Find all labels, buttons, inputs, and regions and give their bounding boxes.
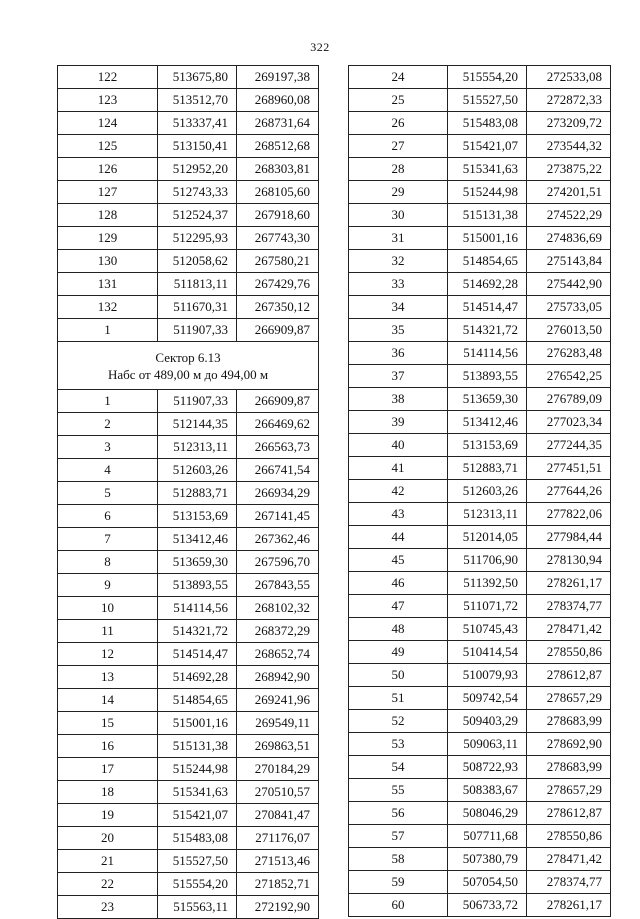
- table-row: [349, 549, 611, 572]
- point-number-cell: 57: [349, 825, 448, 848]
- x-coordinate-cell: 511907,33: [158, 390, 237, 413]
- point-number-cell: 23: [58, 896, 158, 919]
- y-coordinate-cell: 275143,84: [527, 250, 611, 273]
- y-coordinate-cell: 278374,77: [527, 871, 611, 894]
- table-row: [349, 641, 611, 664]
- table-row: [58, 158, 319, 181]
- x-coordinate-cell: 511392,50: [448, 572, 527, 595]
- x-coordinate-cell: 515483,08: [448, 112, 527, 135]
- table-row: [349, 825, 611, 848]
- y-coordinate-cell: 267141,45: [237, 505, 319, 528]
- x-coordinate-cell: 512603,26: [158, 459, 237, 482]
- y-coordinate-cell: 266909,87: [237, 319, 319, 342]
- x-coordinate-cell: 515341,63: [158, 781, 237, 804]
- y-coordinate-cell: 272192,90: [237, 896, 319, 919]
- point-number-cell: 52: [349, 710, 448, 733]
- table-row: [349, 779, 611, 802]
- point-number-cell: 122: [58, 66, 158, 89]
- point-number-cell: 132: [58, 296, 158, 319]
- y-coordinate-cell: 269241,96: [237, 689, 319, 712]
- table-row: [58, 505, 319, 528]
- point-number-cell: 125: [58, 135, 158, 158]
- x-coordinate-cell: 513675,80: [158, 66, 237, 89]
- point-number-cell: 38: [349, 388, 448, 411]
- y-coordinate-cell: 268102,32: [237, 597, 319, 620]
- table-row: [58, 66, 319, 89]
- y-coordinate-cell: 268303,81: [237, 158, 319, 181]
- y-coordinate-cell: 278657,29: [527, 687, 611, 710]
- point-number-cell: 15: [58, 712, 158, 735]
- y-coordinate-cell: 269863,51: [237, 735, 319, 758]
- x-coordinate-cell: 510079,93: [448, 664, 527, 687]
- table-row: [349, 181, 611, 204]
- x-coordinate-cell: 513412,46: [158, 528, 237, 551]
- table-row: [349, 227, 611, 250]
- table-row: [349, 733, 611, 756]
- x-coordinate-cell: 513659,30: [448, 388, 527, 411]
- table-row: [58, 850, 319, 873]
- x-coordinate-cell: 514854,65: [158, 689, 237, 712]
- point-number-cell: 36: [349, 342, 448, 365]
- x-coordinate-cell: 514692,28: [448, 273, 527, 296]
- table-row: [58, 89, 319, 112]
- page-number: 322: [310, 40, 330, 54]
- y-coordinate-cell: 270510,57: [237, 781, 319, 804]
- x-coordinate-cell: 513150,41: [158, 135, 237, 158]
- y-coordinate-cell: 277822,06: [527, 503, 611, 526]
- x-coordinate-cell: 514114,56: [158, 597, 237, 620]
- point-number-cell: 18: [58, 781, 158, 804]
- y-coordinate-cell: 277023,34: [527, 411, 611, 434]
- x-coordinate-cell: 515527,50: [448, 89, 527, 112]
- x-coordinate-cell: 512295,93: [158, 227, 237, 250]
- x-coordinate-cell: 512014,05: [448, 526, 527, 549]
- point-number-cell: 1: [58, 390, 158, 413]
- y-coordinate-cell: 276789,09: [527, 388, 611, 411]
- y-coordinate-cell: 276542,25: [527, 365, 611, 388]
- x-coordinate-cell: 515554,20: [448, 66, 527, 89]
- point-number-cell: 29: [349, 181, 448, 204]
- x-coordinate-cell: 508383,67: [448, 779, 527, 802]
- point-number-cell: 30: [349, 204, 448, 227]
- point-number-cell: 42: [349, 480, 448, 503]
- x-coordinate-cell: 507711,68: [448, 825, 527, 848]
- table-row: [58, 735, 319, 758]
- x-coordinate-cell: 509063,11: [448, 733, 527, 756]
- y-coordinate-cell: 268652,74: [237, 643, 319, 666]
- table-row: [58, 689, 319, 712]
- table-row: [58, 620, 319, 643]
- table-row: [349, 365, 611, 388]
- table-row: [58, 896, 319, 919]
- table-row: [58, 528, 319, 551]
- point-number-cell: 5: [58, 482, 158, 505]
- table-row: [349, 388, 611, 411]
- table-row: [349, 848, 611, 871]
- table-row: [58, 181, 319, 204]
- point-number-cell: 37: [349, 365, 448, 388]
- y-coordinate-cell: 274201,51: [527, 181, 611, 204]
- table-row: [58, 758, 319, 781]
- y-coordinate-cell: 270841,47: [237, 804, 319, 827]
- x-coordinate-cell: 515483,08: [158, 827, 237, 850]
- x-coordinate-cell: 507380,79: [448, 848, 527, 871]
- point-number-cell: 27: [349, 135, 448, 158]
- y-coordinate-cell: 266741,54: [237, 459, 319, 482]
- point-number-cell: 46: [349, 572, 448, 595]
- x-coordinate-cell: 515131,38: [448, 204, 527, 227]
- table-row: [349, 112, 611, 135]
- y-coordinate-cell: 278612,87: [527, 664, 611, 687]
- y-coordinate-cell: 266909,87: [237, 390, 319, 413]
- point-number-cell: 130: [58, 250, 158, 273]
- point-number-cell: 49: [349, 641, 448, 664]
- x-coordinate-cell: 510414,54: [448, 641, 527, 664]
- table-row: [58, 413, 319, 436]
- y-coordinate-cell: 273209,72: [527, 112, 611, 135]
- sector-subtitle: Набс от 489,00 м до 494,00 м: [107, 366, 269, 382]
- point-number-cell: 10: [58, 597, 158, 620]
- y-coordinate-cell: 277451,51: [527, 457, 611, 480]
- y-coordinate-cell: 271852,71: [237, 873, 319, 896]
- point-number-cell: 8: [58, 551, 158, 574]
- point-number-cell: 127: [58, 181, 158, 204]
- x-coordinate-cell: 512058,62: [158, 250, 237, 273]
- y-coordinate-cell: 272872,33: [527, 89, 611, 112]
- point-number-cell: 1: [58, 319, 158, 342]
- point-number-cell: 20: [58, 827, 158, 850]
- table-row: [349, 503, 611, 526]
- x-coordinate-cell: 511670,31: [158, 296, 237, 319]
- table-row: [58, 296, 319, 319]
- y-coordinate-cell: 269197,38: [237, 66, 319, 89]
- table-row: [349, 526, 611, 549]
- table-row: [58, 482, 319, 505]
- sector-header-row: [58, 342, 319, 390]
- x-coordinate-cell: 515244,98: [448, 181, 527, 204]
- y-coordinate-cell: 274522,29: [527, 204, 611, 227]
- point-number-cell: 47: [349, 595, 448, 618]
- y-coordinate-cell: 268731,64: [237, 112, 319, 135]
- point-number-cell: 32: [349, 250, 448, 273]
- table-row: [349, 871, 611, 894]
- y-coordinate-cell: 267362,46: [237, 528, 319, 551]
- x-coordinate-cell: 513893,55: [158, 574, 237, 597]
- sector-header-cell: [58, 342, 319, 390]
- table-row: [58, 135, 319, 158]
- point-number-cell: 56: [349, 802, 448, 825]
- table-row: [349, 595, 611, 618]
- point-number-cell: 58: [349, 848, 448, 871]
- point-number-cell: 12: [58, 643, 158, 666]
- y-coordinate-cell: 278471,42: [527, 848, 611, 871]
- point-number-cell: 26: [349, 112, 448, 135]
- x-coordinate-cell: 508046,29: [448, 802, 527, 825]
- y-coordinate-cell: 278683,99: [527, 710, 611, 733]
- table-row: [58, 781, 319, 804]
- y-coordinate-cell: 277644,26: [527, 480, 611, 503]
- y-coordinate-cell: 266934,29: [237, 482, 319, 505]
- table-row: [349, 710, 611, 733]
- table-row: [349, 411, 611, 434]
- x-coordinate-cell: 515341,63: [448, 158, 527, 181]
- table-row: [349, 457, 611, 480]
- y-coordinate-cell: 270184,29: [237, 758, 319, 781]
- table-row: [349, 434, 611, 457]
- y-coordinate-cell: 276013,50: [527, 319, 611, 342]
- table-row: [349, 319, 611, 342]
- point-number-cell: 60: [349, 894, 448, 917]
- x-coordinate-cell: 514321,72: [448, 319, 527, 342]
- y-coordinate-cell: 266563,73: [237, 436, 319, 459]
- x-coordinate-cell: 513153,69: [158, 505, 237, 528]
- x-coordinate-cell: 513893,55: [448, 365, 527, 388]
- table-row: [58, 804, 319, 827]
- point-number-cell: 28: [349, 158, 448, 181]
- y-coordinate-cell: 277984,44: [527, 526, 611, 549]
- x-coordinate-cell: 510745,43: [448, 618, 527, 641]
- point-number-cell: 123: [58, 89, 158, 112]
- y-coordinate-cell: 267743,30: [237, 227, 319, 250]
- table-row: [58, 666, 319, 689]
- point-number-cell: 34: [349, 296, 448, 319]
- point-number-cell: 54: [349, 756, 448, 779]
- table-row: [349, 756, 611, 779]
- point-number-cell: 128: [58, 204, 158, 227]
- x-coordinate-cell: 512743,33: [158, 181, 237, 204]
- y-coordinate-cell: 278374,77: [527, 595, 611, 618]
- x-coordinate-cell: 512524,37: [158, 204, 237, 227]
- point-number-cell: 35: [349, 319, 448, 342]
- x-coordinate-cell: 512313,11: [158, 436, 237, 459]
- x-coordinate-cell: 515001,16: [448, 227, 527, 250]
- table-row: [349, 664, 611, 687]
- point-number-cell: 40: [349, 434, 448, 457]
- table-row: [349, 250, 611, 273]
- point-number-cell: 43: [349, 503, 448, 526]
- x-coordinate-cell: 509742,54: [448, 687, 527, 710]
- coordinates-table-left: [57, 65, 319, 919]
- table-row: [58, 319, 319, 342]
- x-coordinate-cell: 515421,07: [448, 135, 527, 158]
- y-coordinate-cell: 278130,94: [527, 549, 611, 572]
- table-row: [349, 572, 611, 595]
- y-coordinate-cell: 276283,48: [527, 342, 611, 365]
- point-number-cell: 7: [58, 528, 158, 551]
- x-coordinate-cell: 512313,11: [448, 503, 527, 526]
- y-coordinate-cell: 278550,86: [527, 641, 611, 664]
- point-number-cell: 45: [349, 549, 448, 572]
- point-number-cell: 53: [349, 733, 448, 756]
- point-number-cell: 50: [349, 664, 448, 687]
- point-number-cell: 21: [58, 850, 158, 873]
- y-coordinate-cell: 278692,90: [527, 733, 611, 756]
- table-row: [349, 802, 611, 825]
- point-number-cell: 124: [58, 112, 158, 135]
- table-row: [349, 618, 611, 641]
- x-coordinate-cell: 513337,41: [158, 112, 237, 135]
- x-coordinate-cell: 513412,46: [448, 411, 527, 434]
- x-coordinate-cell: 512883,71: [448, 457, 527, 480]
- y-coordinate-cell: 278683,99: [527, 756, 611, 779]
- table-row: [349, 894, 611, 917]
- point-number-cell: 44: [349, 526, 448, 549]
- point-number-cell: 17: [58, 758, 158, 781]
- y-coordinate-cell: 278261,17: [527, 572, 611, 595]
- table-row: [58, 273, 319, 296]
- table-row: [349, 342, 611, 365]
- table-row: [349, 135, 611, 158]
- x-coordinate-cell: 511706,90: [448, 549, 527, 572]
- x-coordinate-cell: 506733,72: [448, 894, 527, 917]
- y-coordinate-cell: 268960,08: [237, 89, 319, 112]
- y-coordinate-cell: 267350,12: [237, 296, 319, 319]
- table-row: [58, 436, 319, 459]
- y-coordinate-cell: 274836,69: [527, 227, 611, 250]
- x-coordinate-cell: 511907,33: [158, 319, 237, 342]
- point-number-cell: 16: [58, 735, 158, 758]
- point-number-cell: 13: [58, 666, 158, 689]
- point-number-cell: 9: [58, 574, 158, 597]
- x-coordinate-cell: 511813,11: [158, 273, 237, 296]
- x-coordinate-cell: 512144,35: [158, 413, 237, 436]
- table-row: [58, 873, 319, 896]
- y-coordinate-cell: 268512,68: [237, 135, 319, 158]
- point-number-cell: 41: [349, 457, 448, 480]
- point-number-cell: 126: [58, 158, 158, 181]
- table-row: [58, 204, 319, 227]
- x-coordinate-cell: 515244,98: [158, 758, 237, 781]
- x-coordinate-cell: 513659,30: [158, 551, 237, 574]
- y-coordinate-cell: 275442,90: [527, 273, 611, 296]
- y-coordinate-cell: 278261,17: [527, 894, 611, 917]
- y-coordinate-cell: 269549,11: [237, 712, 319, 735]
- table-row: [58, 390, 319, 413]
- x-coordinate-cell: 514692,28: [158, 666, 237, 689]
- point-number-cell: 2: [58, 413, 158, 436]
- table-row: [58, 227, 319, 250]
- point-number-cell: 4: [58, 459, 158, 482]
- point-number-cell: 39: [349, 411, 448, 434]
- x-coordinate-cell: 514514,47: [158, 643, 237, 666]
- point-number-cell: 22: [58, 873, 158, 896]
- x-coordinate-cell: 512603,26: [448, 480, 527, 503]
- table-row: [349, 158, 611, 181]
- y-coordinate-cell: 267843,55: [237, 574, 319, 597]
- y-coordinate-cell: 267918,60: [237, 204, 319, 227]
- x-coordinate-cell: 515131,38: [158, 735, 237, 758]
- table-row: [58, 643, 319, 666]
- table-row: [58, 597, 319, 620]
- x-coordinate-cell: 515527,50: [158, 850, 237, 873]
- x-coordinate-cell: 509403,29: [448, 710, 527, 733]
- x-coordinate-cell: 515001,16: [158, 712, 237, 735]
- table-row: [349, 296, 611, 319]
- table-row: [58, 551, 319, 574]
- x-coordinate-cell: 515563,11: [158, 896, 237, 919]
- table-row: [349, 687, 611, 710]
- sector-title: Сектор 6.13: [155, 349, 221, 365]
- table-row: [58, 574, 319, 597]
- y-coordinate-cell: 267429,76: [237, 273, 319, 296]
- x-coordinate-cell: 512952,20: [158, 158, 237, 181]
- y-coordinate-cell: 268372,29: [237, 620, 319, 643]
- x-coordinate-cell: 514114,56: [448, 342, 527, 365]
- point-number-cell: 3: [58, 436, 158, 459]
- y-coordinate-cell: 266469,62: [237, 413, 319, 436]
- point-number-cell: 51: [349, 687, 448, 710]
- point-number-cell: 25: [349, 89, 448, 112]
- point-number-cell: 129: [58, 227, 158, 250]
- table-row: [58, 827, 319, 850]
- y-coordinate-cell: 271176,07: [237, 827, 319, 850]
- table-row: [58, 459, 319, 482]
- point-number-cell: 48: [349, 618, 448, 641]
- x-coordinate-cell: 513512,70: [158, 89, 237, 112]
- table-row: [349, 480, 611, 503]
- y-coordinate-cell: 268942,90: [237, 666, 319, 689]
- y-coordinate-cell: 267596,70: [237, 551, 319, 574]
- x-coordinate-cell: 507054,50: [448, 871, 527, 894]
- table-row: [58, 112, 319, 135]
- point-number-cell: 131: [58, 273, 158, 296]
- point-number-cell: 11: [58, 620, 158, 643]
- x-coordinate-cell: 514854,65: [448, 250, 527, 273]
- y-coordinate-cell: 277244,35: [527, 434, 611, 457]
- point-number-cell: 31: [349, 227, 448, 250]
- point-number-cell: 59: [349, 871, 448, 894]
- y-coordinate-cell: 267580,21: [237, 250, 319, 273]
- y-coordinate-cell: 275733,05: [527, 296, 611, 319]
- table-row: [349, 273, 611, 296]
- table-row: [349, 204, 611, 227]
- y-coordinate-cell: 278612,87: [527, 802, 611, 825]
- point-number-cell: 19: [58, 804, 158, 827]
- coordinates-table-right-body: [349, 66, 611, 917]
- y-coordinate-cell: 278471,42: [527, 618, 611, 641]
- y-coordinate-cell: 271513,46: [237, 850, 319, 873]
- x-coordinate-cell: 512883,71: [158, 482, 237, 505]
- table-row: [58, 250, 319, 273]
- coordinates-table-left-body: [58, 66, 319, 919]
- x-coordinate-cell: 513153,69: [448, 434, 527, 457]
- y-coordinate-cell: 278657,29: [527, 779, 611, 802]
- point-number-cell: 55: [349, 779, 448, 802]
- y-coordinate-cell: 278550,86: [527, 825, 611, 848]
- x-coordinate-cell: 508722,93: [448, 756, 527, 779]
- y-coordinate-cell: 273544,32: [527, 135, 611, 158]
- y-coordinate-cell: 272533,08: [527, 66, 611, 89]
- table-row: [349, 89, 611, 112]
- x-coordinate-cell: 515421,07: [158, 804, 237, 827]
- x-coordinate-cell: 515554,20: [158, 873, 237, 896]
- point-number-cell: 24: [349, 66, 448, 89]
- coordinates-table-right: [348, 65, 611, 917]
- x-coordinate-cell: 511071,72: [448, 595, 527, 618]
- table-row: [58, 712, 319, 735]
- point-number-cell: 14: [58, 689, 158, 712]
- point-number-cell: 6: [58, 505, 158, 528]
- point-number-cell: 33: [349, 273, 448, 296]
- x-coordinate-cell: 514514,47: [448, 296, 527, 319]
- y-coordinate-cell: 273875,22: [527, 158, 611, 181]
- y-coordinate-cell: 268105,60: [237, 181, 319, 204]
- table-row: [349, 66, 611, 89]
- x-coordinate-cell: 514321,72: [158, 620, 237, 643]
